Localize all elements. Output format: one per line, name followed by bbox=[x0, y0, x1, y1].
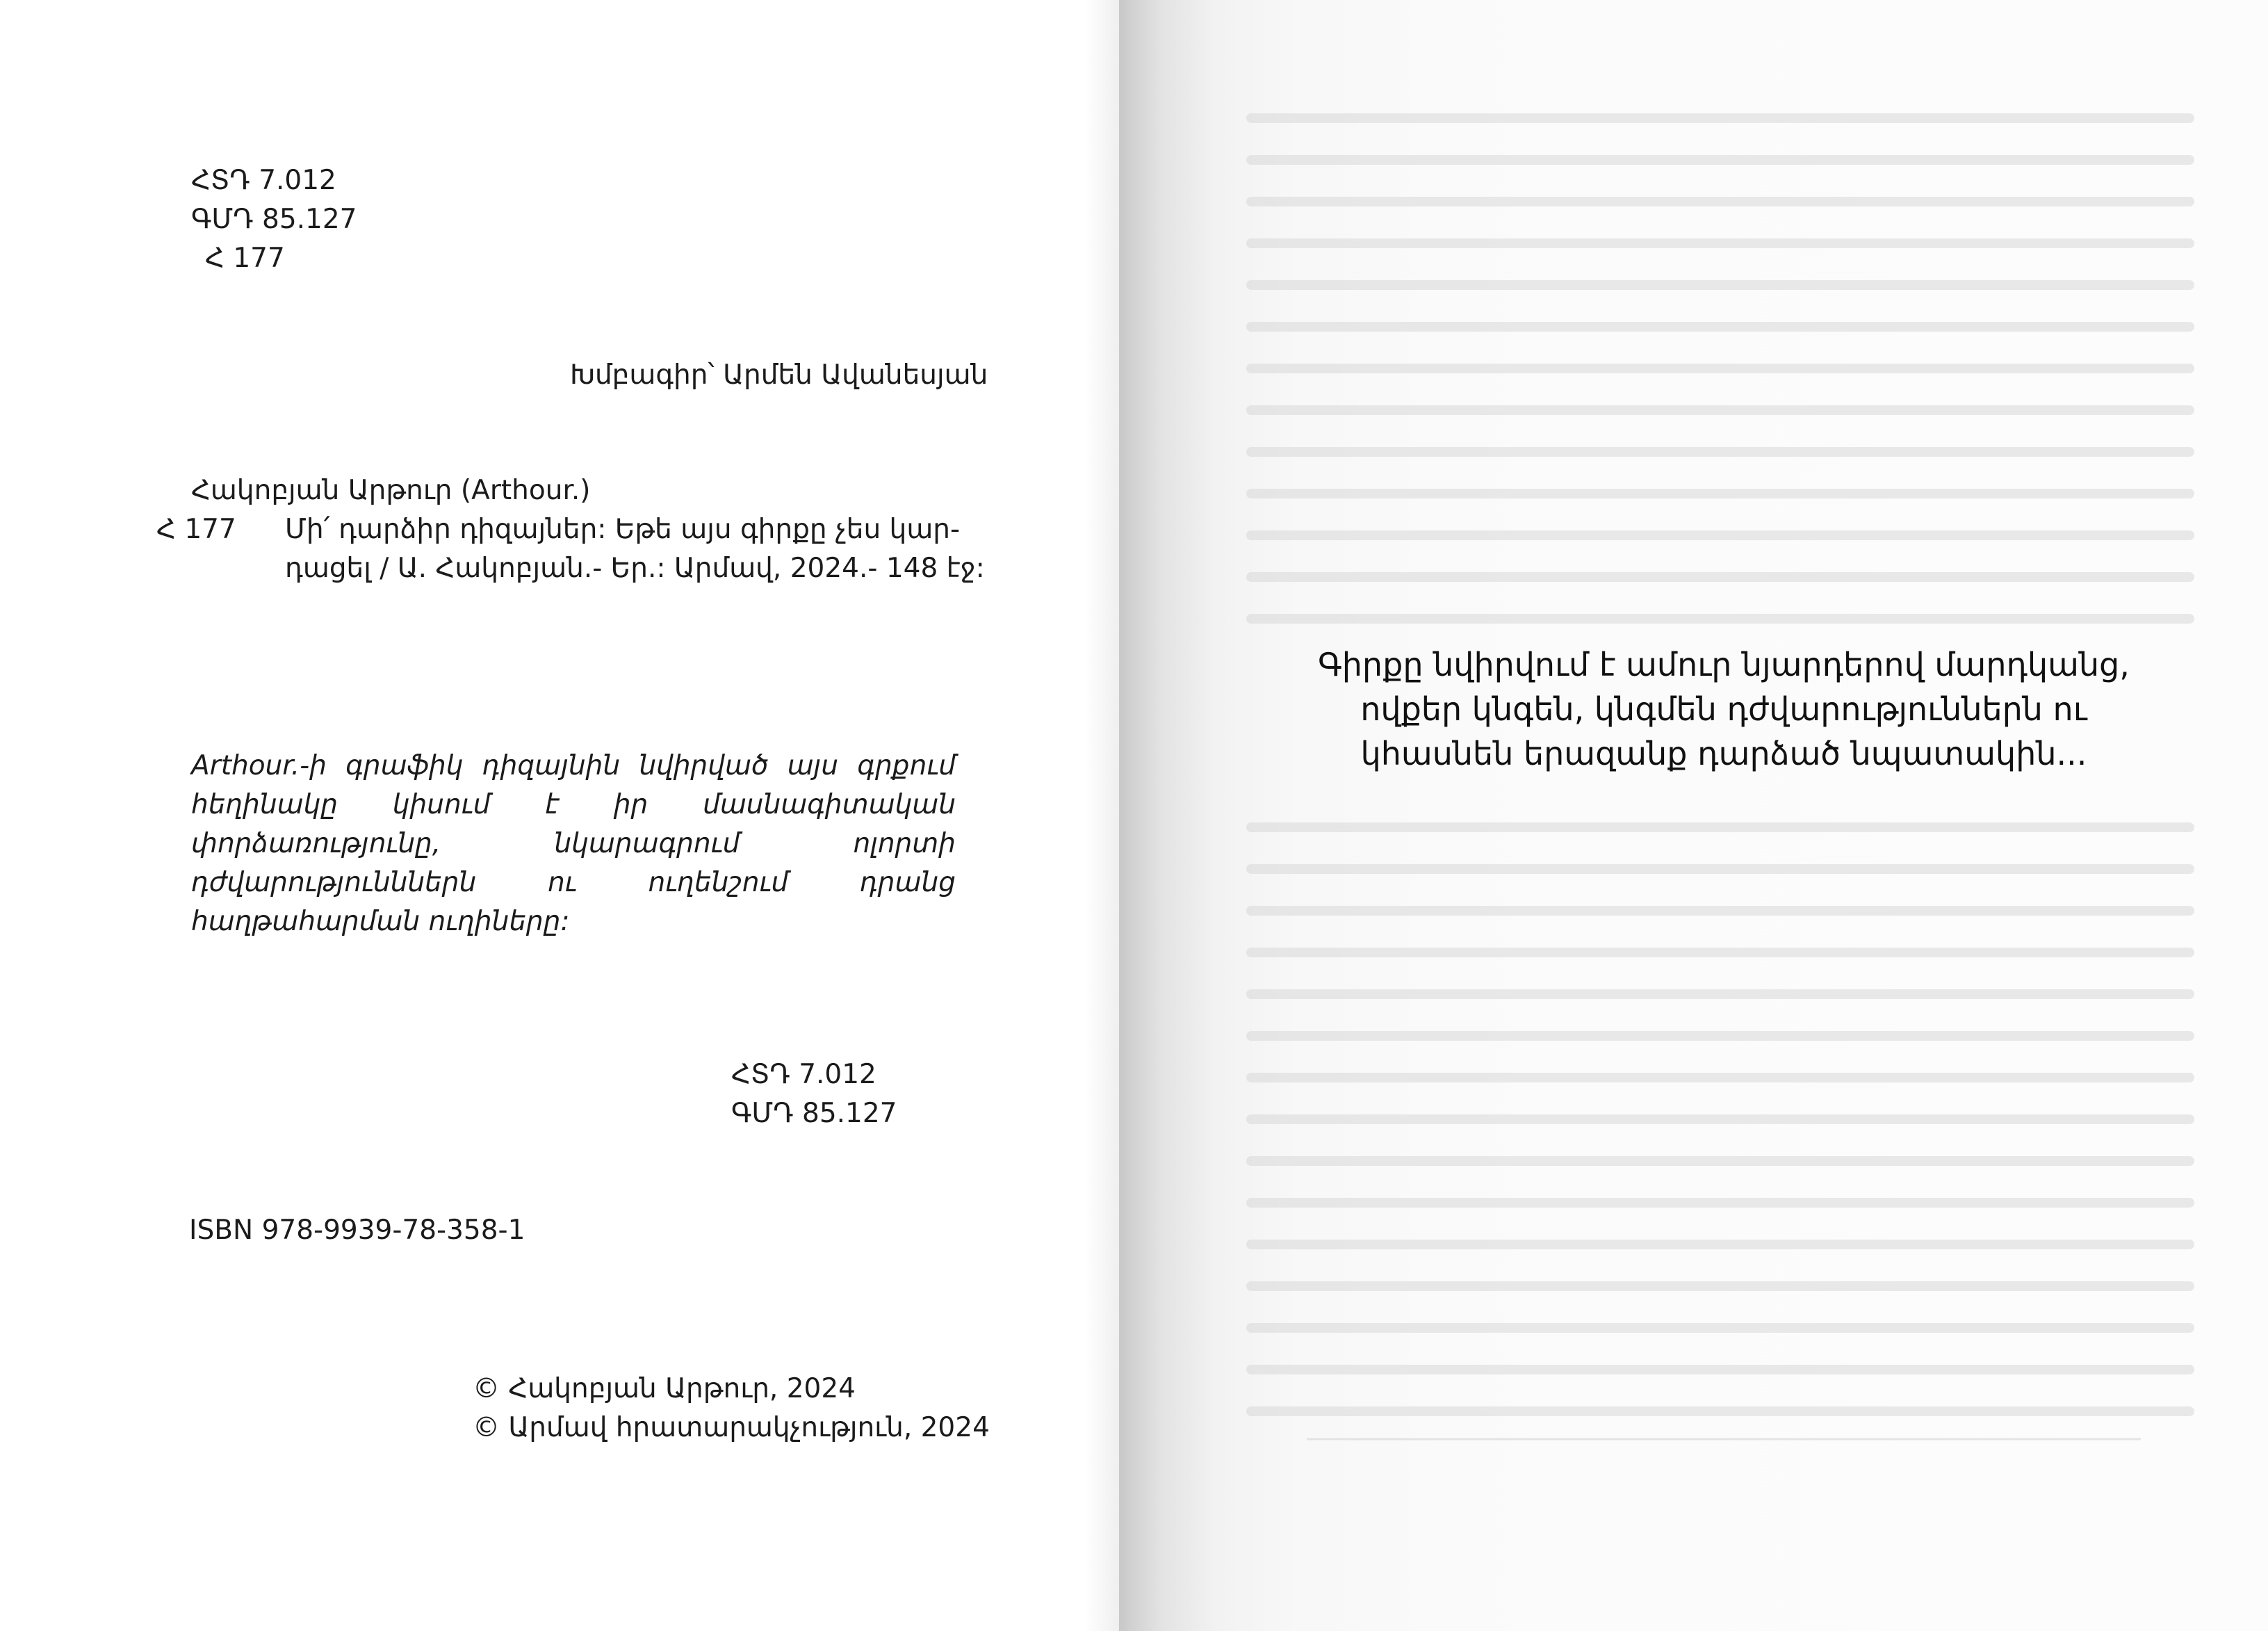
catalog-bbk-bottom: ԳՄԴ 85.127 bbox=[731, 1098, 897, 1129]
biblio-author: Հակոբյան Արթուր (Arthour.) bbox=[191, 475, 591, 506]
dedication-line: ովքեր կնգեն, կնգմեն դժվարություններն ու bbox=[1360, 690, 2087, 728]
editor-credit: Խմբագիր՝ Արմեն Ավանեսյան bbox=[570, 359, 988, 391]
catalog-codes-top bbox=[191, 161, 357, 278]
dedication-line: Գիրքը նվիրվում է ամուր նյարդերով մարդկանց, bbox=[1318, 646, 2130, 683]
biblio-entry bbox=[156, 510, 985, 588]
dedication-line: կհասնեն երազանք դարձած նպատակին... bbox=[1360, 735, 2087, 772]
biblio-title-line1: Մի՛ դարձիր դիզայներ: Եթե այս գիրքը չես կար- bbox=[285, 514, 961, 545]
annotation-text: Arthour.-ի գրաֆիկ դիզայնին նվիրված այս գրքում հեղինակը կիսում է իր մասնագիտական փորձառությունը, նկարագրում ոլորտի դժվարությունններն ու ուղենշում դրանց հաղթահարման ուղիները: bbox=[191, 750, 956, 937]
catalog-udc-bottom: ՀՏԴ 7.012 bbox=[731, 1059, 876, 1090]
catalog-bbk: ԳՄԴ 85.127 bbox=[191, 204, 357, 235]
catalog-udc: ՀՏԴ 7.012 bbox=[191, 165, 336, 196]
dedication-text bbox=[1182, 642, 2266, 776]
biblio-code: Հ 177 bbox=[156, 514, 236, 545]
gutter-shadow bbox=[1084, 0, 1126, 1631]
copyright-publisher: © Արմավ հրատարակչություն, 2024 bbox=[473, 1412, 990, 1443]
left-page-imprint bbox=[0, 0, 1119, 1631]
copyright-block bbox=[473, 1370, 990, 1447]
bleed-through-texture bbox=[1237, 104, 2210, 1453]
catalog-codes-bottom bbox=[731, 1055, 897, 1133]
isbn: ISBN 978-9939-78-358-1 bbox=[189, 1215, 525, 1246]
copyright-author: © Հակոբյան Արթուր, 2024 bbox=[473, 1373, 856, 1404]
catalog-author-mark: Հ 177 bbox=[205, 243, 285, 274]
biblio-title-line2: դացել / Ա. Հակոբյան.- Եր.: Արմավ, 2024.- 148 էջ: bbox=[285, 553, 985, 584]
